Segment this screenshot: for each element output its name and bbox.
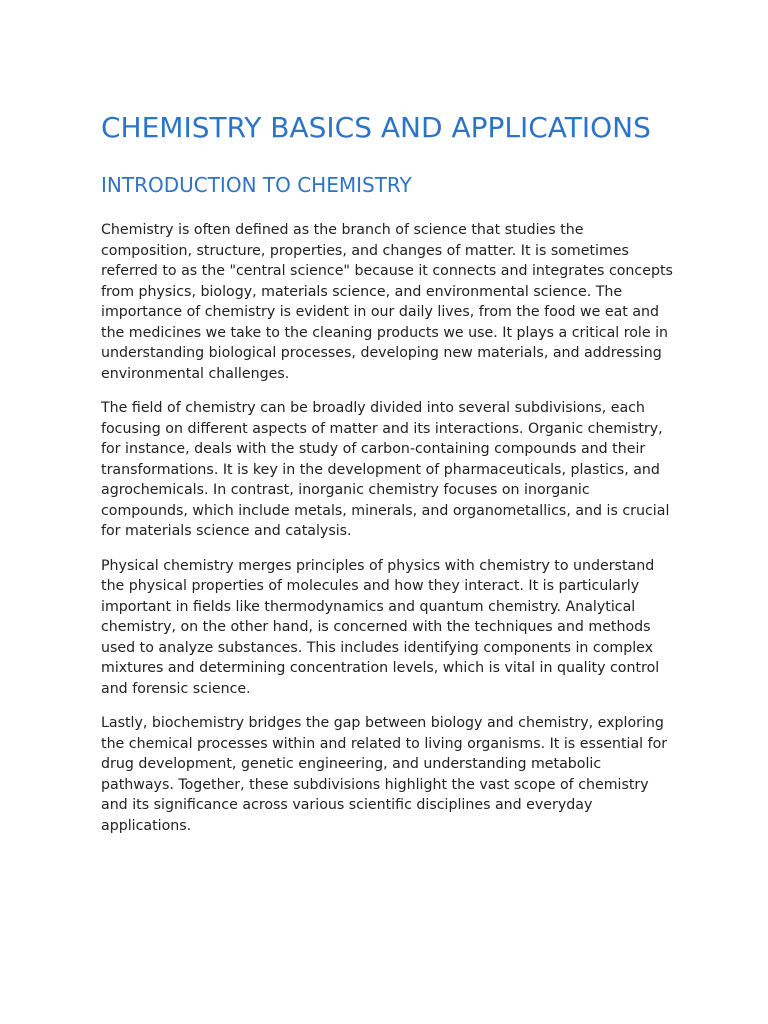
paragraph-biochemistry: Lastly, biochemistry bridges the gap between biology and chemistry, exploring the chemical processes within and related to living organisms. It is essential for drug development, genetic engineering, and understanding metabolic pathways. Together, these subdivisions highlight the vast scope of chemistry and its significance across various scientific disciplines and everyday applications. [101, 715, 668, 834]
document-title: CHEMISTRY BASICS AND APPLICATIONS [101, 111, 651, 144]
section-heading: INTRODUCTION TO CHEMISTRY [101, 173, 412, 197]
paragraph-subdivisions: The field of chemistry can be broadly divided into several subdivisions, each focusing on different aspects of matter and its interactions. Organic chemistry, for instance, deals with the study of carbon-containing compounds and their transformations. It is key in the development of pharmaceuticals, plastics, and agrochemicals. In contrast, inorganic chemistry focuses on inorganic compounds, which include metals, minerals, and organometallics, and is crucial for materials science and catalysis. [101, 400, 670, 539]
document-page [101, 108, 673, 836]
paragraph-physical-analytical: Physical chemistry merges principles of physics with chemistry to understand the physical properties of molecules and how they interact. It is particularly important in fields like thermodynamics and quantum chemistry. Analytical chemistry, on the other hand, is concerned with the techniques and methods used to analyze substances. This includes identifying components in complex mixtures and determining concentration levels, which is vital in quality control and forensic science. [101, 557, 660, 697]
paragraph-introduction: Chemistry is often defined as the branch of science that studies the composition, structure, properties, and changes of matter. It is sometimes referred to as the "central science" because it connects and integrates concepts from physics, biology, materials science, and environmental science. The importance of chemistry is evident in our daily lives, from the food we eat and the medicines we take to the cleaning products we use. It plays a critical role in understanding biological processes, developing new materials, and addressing environmental challenges. [101, 222, 673, 382]
